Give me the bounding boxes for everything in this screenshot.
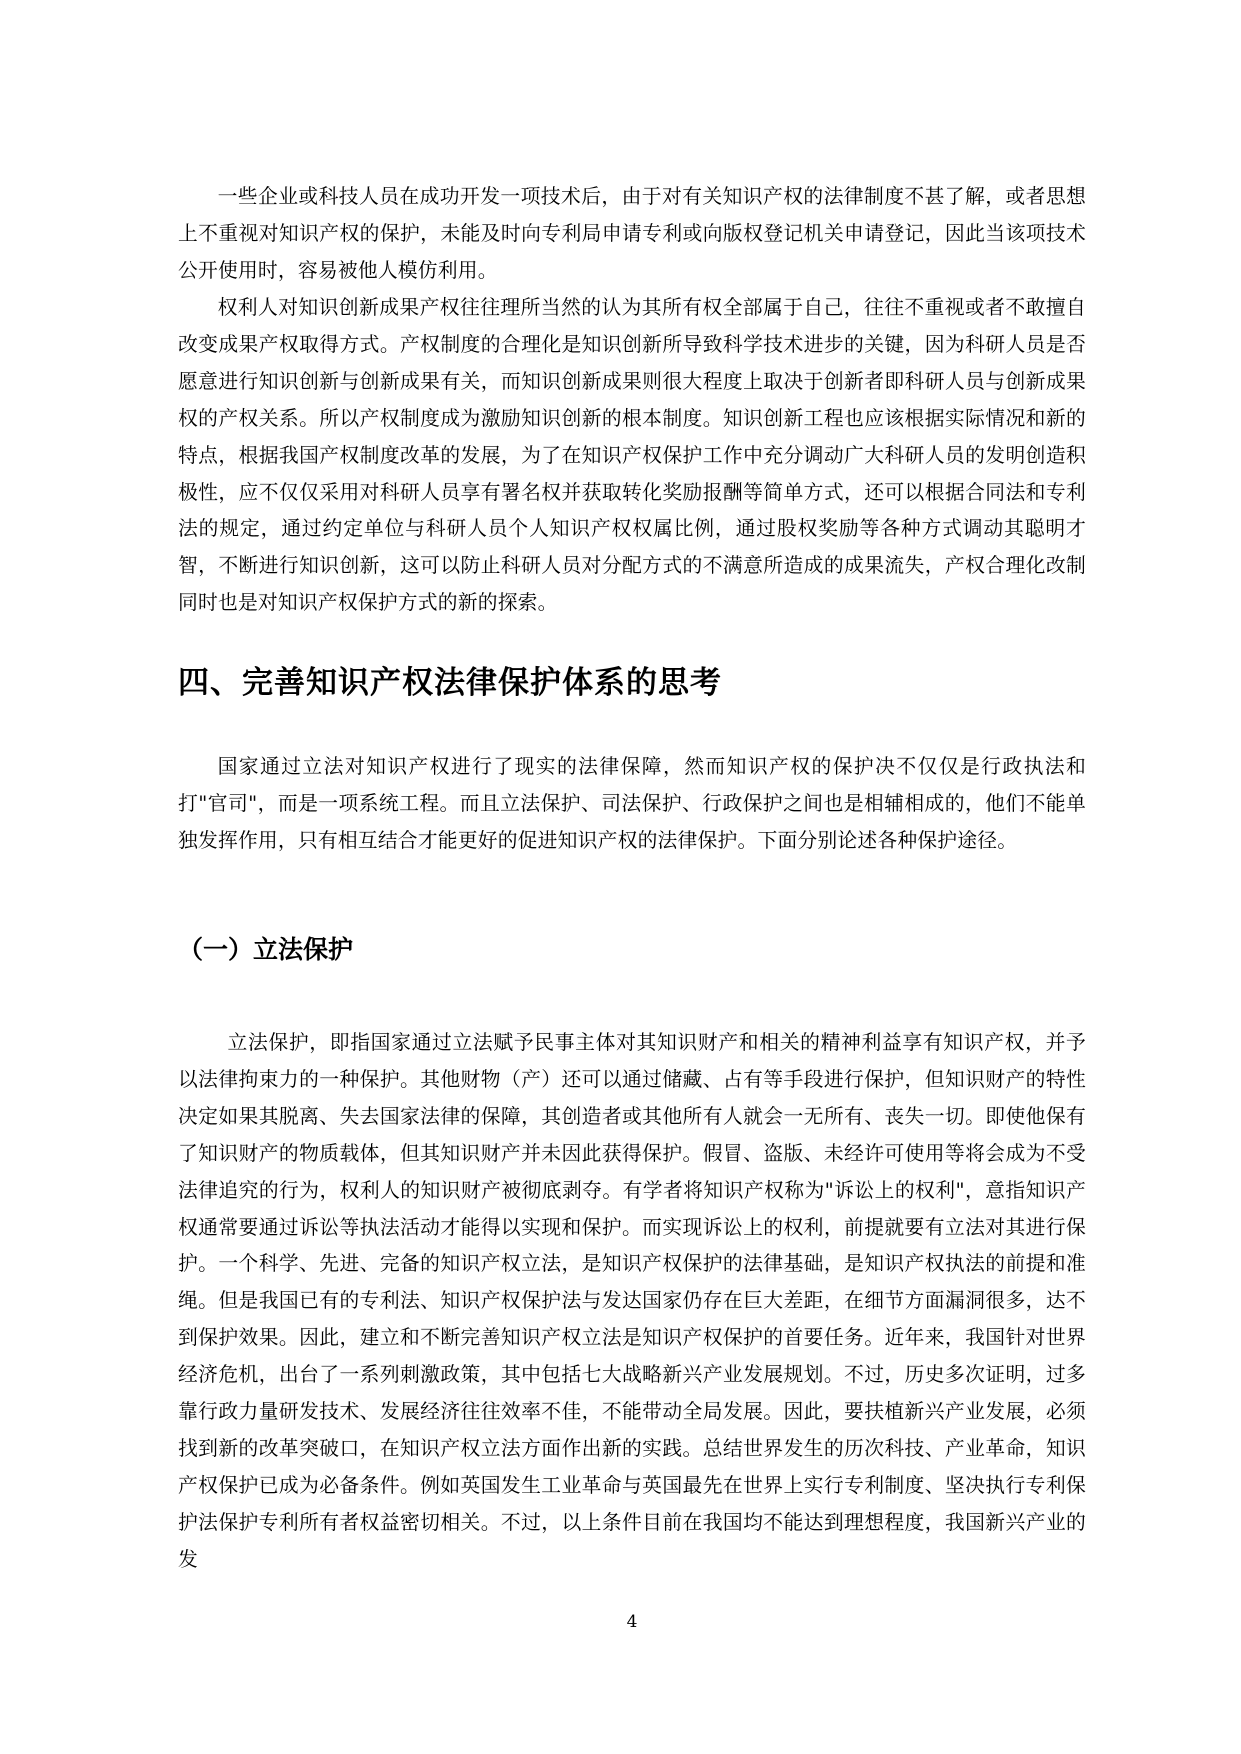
page-number: 4 — [626, 1612, 638, 1632]
body-paragraph: 权利人对知识创新成果产权往往理所当然的认为其所有权全部属于自己，往往不重视或者不敢擅自改变成果产权取得方式。产权制度的合理化是知识创新所导致科学技术进步的关键，因为科研人员是否愿意进行知识创新与创新成果有关，而知识创新成果则很大程度上取决于创新者即科研人员与创新成果权的产权关系。所以产权制度成为激励知识创新的根本制度。知识创新工程也应该根据实际情况和新的特点，根据我国产权制度改革的发展，为了在知识产权保护工作中充分调动广大科研人员的发明创造积极性，应不仅仅采用对科研人员享有署名权并获取转化奖励报酬等简单方式，还可以根据合同法和专利法的规定，通过约定单位与科研人员个人知识产权权属比例，通过股权奖励等各种方式调动其聪明才智，不断进行知识创新，这可以防止科研人员对分配方式的不满意所造成的成果流失，产权合理化改制同时也是对知识产权保护方式的新的探索。 — [178, 296, 1086, 615]
subsection-heading: （一）立法保护 — [178, 935, 354, 964]
section-intro-paragraph: 国家通过立法对知识产权进行了现实的法律保障，然而知识产权的保护决不仅仅是行政执法和打"官司"，而是一项系统工程。而且立法保护、司法保护、行政保护之间也是相辅相成的，他们不能单独发挥作用，只有相互结合才能更好的促进知识产权的法律保护。下面分别论述各种保护途径。 — [178, 755, 1086, 852]
subsection-paragraph: 立法保护，即指国家通过立法赋予民事主体对其知识财产和相关的精神利益享有知识产权，并予以法律拘束力的一种保护。其他财物（产）还可以通过储藏、占有等手段进行保护，但知识财产的特性决定如果其脱离、失去国家法律的保障，其创造者或其他所有人就会一无所有、丧失一切。即使他保有了知识财产的物质载体，但其知识财产并未因此获得保护。假冒、盗版、未经许可使用等将会成为不受法律追究的行为，权利人的知识财产被彻底剥夺。有学者将知识产权称为"诉讼上的权利"，意指知识产权通常要通过诉讼等执法活动才能得以实现和保护。而实现诉讼上的权利，前提就要有立法对其进行保护。一个科学、先进、完备的知识产权立法，是知识产权保护的法律基础，是知识产权执法的前提和准绳。但是我国已有的专利法、知识产权保护法与发达国家仍存在巨大差距，在细节方面漏洞很多，达不到保护效果。因此，建立和不断完善知识产权立法是知识产权保护的首要任务。近年来，我国针对世界经济危机，出台了一系列刺激政策，其中包括七大战略新兴产业发展规划。不过，历史多次证明，过多靠行政力量研发技术、发展经济往往效率不佳，不能带动全局发展。因此，要扶植新兴产业发展，必须找到新的改革突破口，在知识产权立法方面作出新的实践。总结世界发生的历次科技、产业革命，知识产权保护已成为必备条件。例如英国发生工业革命与英国最先在世界上实行专利制度、坚决执行专利保护法保护专利所有者权益密切相关。不过，以上条件目前在我国均不能达到理想程度，我国新兴产业的发 — [178, 1031, 1086, 1571]
body-paragraph: 一些企业或科技人员在成功开发一项技术后，由于对有关知识产权的法律制度不甚了解，或者思想上不重视对知识产权的保护，未能及时向专利局申请专利或向版权登记机关申请登记，因此当该项技术公开使用时，容易被他人模仿利用。 — [178, 185, 1086, 282]
document-page — [178, 0, 1086, 1754]
section-heading: 四、完善知识产权法律保护体系的思考 — [178, 665, 722, 701]
